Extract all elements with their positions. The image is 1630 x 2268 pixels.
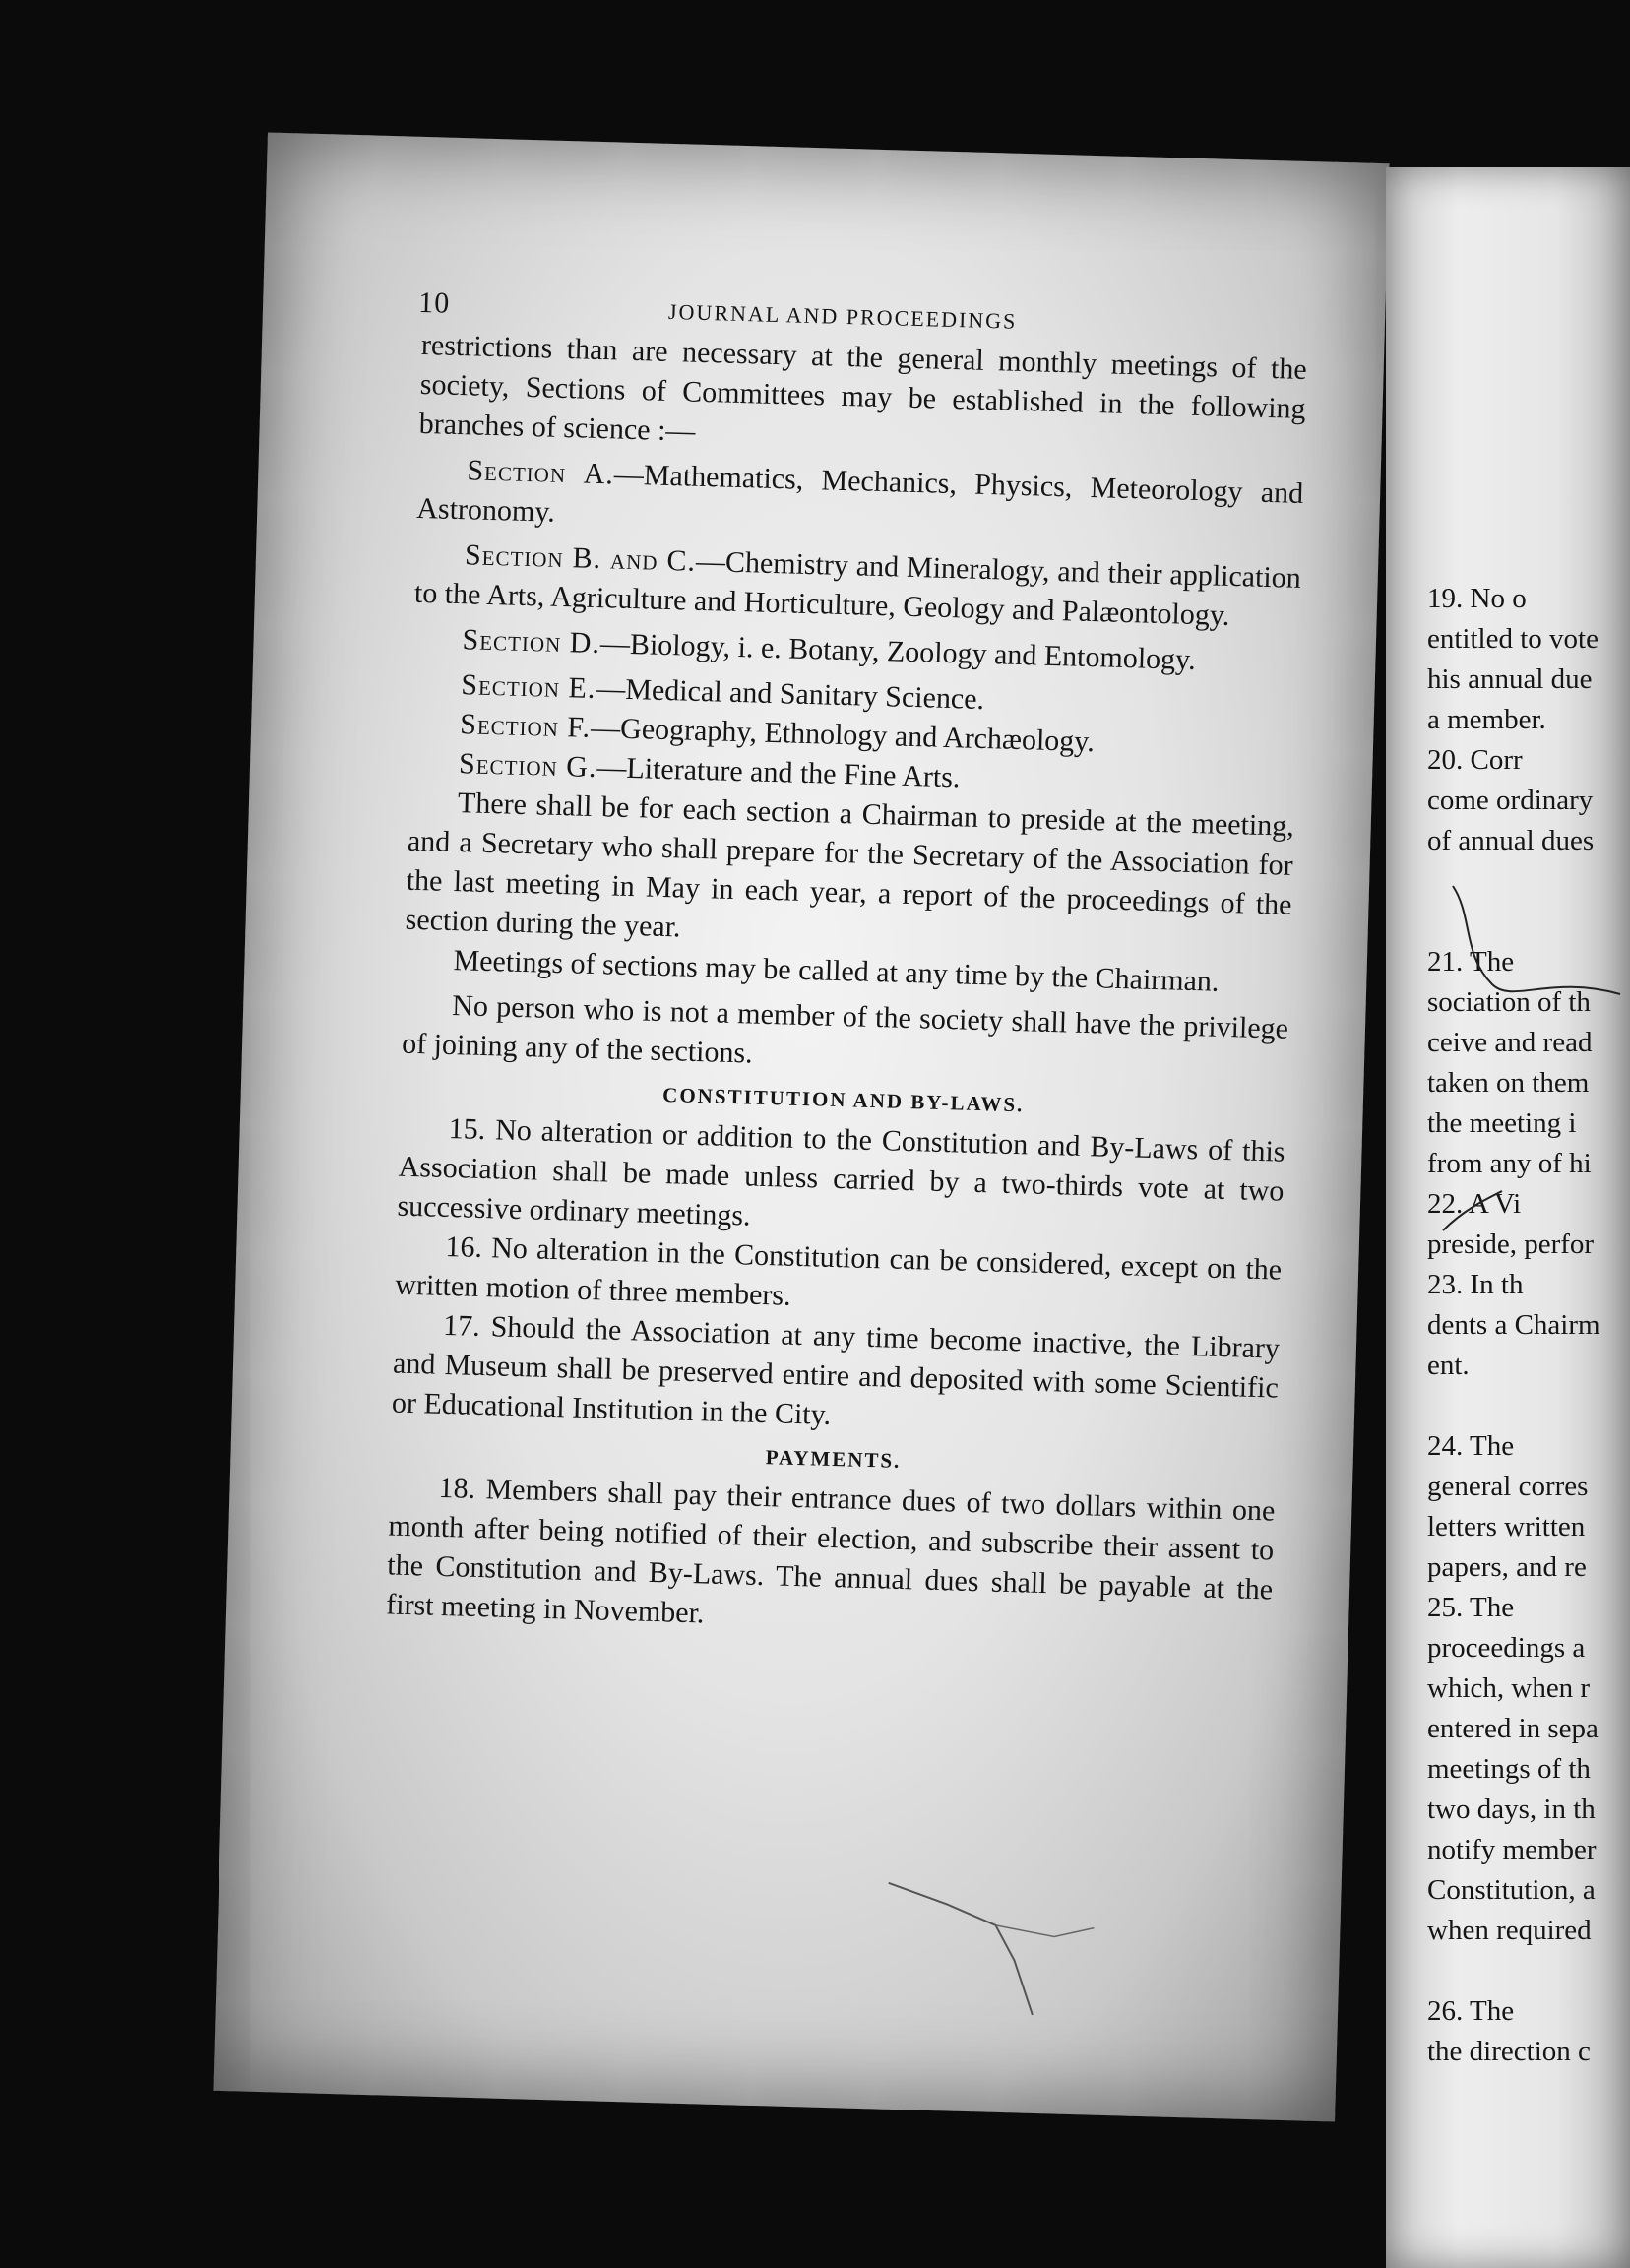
article-18: 18. Members shall pay their entrance dues of two dollars within one month after being notified of their election, and subscribe their assent to the Constitution and By-Laws. The annual dues shall be payable at the first meeting in November. bbox=[385, 1471, 1276, 1630]
payments-heading: PAYMENTS. bbox=[765, 1445, 902, 1473]
right-page-line: the direction c bbox=[1427, 2036, 1591, 2067]
right-line-spacer bbox=[1427, 1951, 1630, 1991]
section-label: Section G. bbox=[458, 747, 597, 785]
page-number: 10 bbox=[417, 285, 451, 320]
right-page-line: letters written bbox=[1427, 1511, 1586, 1543]
section-label: Section B. and C. bbox=[464, 538, 697, 578]
right-page-line: which, when r bbox=[1427, 1672, 1591, 1704]
right-page-line: 22. A Vi bbox=[1427, 1188, 1522, 1220]
right-page-line: his annual due bbox=[1427, 663, 1593, 695]
intro-paragraph: restrictions than are necessary at the general monthly meetings of the society, Sections of Committees may be established in the following branches of science :— bbox=[418, 328, 1308, 448]
right-page-line: a member. bbox=[1427, 704, 1546, 735]
right-page-line: proceedings a bbox=[1427, 1632, 1586, 1664]
right-page-line: notify member bbox=[1427, 1834, 1597, 1865]
right-page-line: 24. The bbox=[1427, 1430, 1515, 1462]
right-page-edge bbox=[1386, 167, 1630, 2268]
right-page-line: 25. The bbox=[1427, 1592, 1515, 1623]
section-text: —Medical and Sanitary Science. bbox=[595, 672, 985, 717]
right-page-line: the meeting i bbox=[1427, 1107, 1577, 1139]
right-page-line: ent. bbox=[1427, 1350, 1470, 1381]
section-text: —Literature and the Fine Arts. bbox=[596, 751, 961, 794]
right-line-spacer bbox=[1427, 1386, 1630, 1426]
right-page-line: papers, and re bbox=[1427, 1551, 1587, 1583]
constitution-heading: CONSTITUTION AND BY-LAWS. bbox=[661, 1083, 1025, 1117]
article-17: 17. Should the Association at any time become inactive, the Library and Museum shall be preserved entire and deposited with some Scientific or Educational Institution in the City. bbox=[391, 1308, 1281, 1431]
section-label: Section F. bbox=[459, 708, 592, 744]
right-page-line: 21. The bbox=[1427, 946, 1515, 977]
right-page-line: dents a Chairm bbox=[1427, 1309, 1600, 1341]
right-page-line: 26. The bbox=[1427, 1995, 1515, 2027]
section-text: —Mathematics, Mechanics, Physics, Meteorology and Astronomy. bbox=[415, 458, 1304, 529]
right-page-text bbox=[1427, 579, 1630, 2072]
section-text: —Geography, Ethnology and Archæology. bbox=[590, 711, 1096, 759]
right-page-line: two days, in th bbox=[1427, 1794, 1596, 1825]
paper-crack-mark bbox=[884, 1863, 1105, 2047]
section-text: —Chemistry and Mineralogy, and their application to the Arts, Agriculture and Horticulture, Geology and Palæontology. bbox=[413, 544, 1302, 632]
article-15: 15. No alteration or addition to the Constitution and By-Laws of this Association shall be made unless carried by a two-thirds vote at two successive ordinary meetings. bbox=[397, 1112, 1285, 1232]
right-page-line: general corres bbox=[1427, 1471, 1589, 1502]
section-label: Section A. bbox=[467, 454, 615, 491]
right-page-line: 20. Corr bbox=[1427, 744, 1523, 776]
meetings-paragraph: Meetings of sections may be called at any time by the Chairman. bbox=[453, 944, 1220, 998]
right-page-line: 23. In th bbox=[1427, 1269, 1524, 1300]
chairman-paragraph: There shall be for each section a Chairman to preside at the meeting, and a Secretary who shall prepare for the Secretary of the Association for the last meeting in May in each year, a report of the proceedings of the section during the year. bbox=[405, 787, 1295, 944]
ink-scribble-mark bbox=[1433, 876, 1630, 1270]
article-16: 16. No alteration in the Constitution can be considered, except on the written motion of three members. bbox=[394, 1229, 1283, 1312]
page-content bbox=[386, 286, 1309, 1650]
membership-paragraph: No person who is not a member of the society shall have the privilege of joining any of the sections. bbox=[401, 989, 1289, 1070]
right-page-line: when required bbox=[1427, 1915, 1592, 1946]
right-page-line: come ordinary bbox=[1427, 785, 1594, 816]
section-label: Section E. bbox=[460, 668, 596, 705]
left-page bbox=[213, 132, 1389, 2121]
section-text: —Biology, i. e. Botany, Zoology and Entomology. bbox=[599, 627, 1197, 676]
right-page-line: preside, perfor bbox=[1427, 1228, 1595, 1260]
right-page-line: sociation of th bbox=[1427, 986, 1591, 1018]
right-page-line: meetings of th bbox=[1427, 1753, 1591, 1785]
right-page-line: of annual dues bbox=[1427, 825, 1595, 856]
right-page-line: entered in sepa bbox=[1427, 1713, 1599, 1744]
running-head: JOURNAL AND PROCEEDINGS bbox=[667, 298, 1018, 334]
section-label: Section D. bbox=[462, 623, 601, 661]
right-page-line: entitled to vote bbox=[1427, 623, 1599, 655]
right-page-line: from any of hi bbox=[1427, 1148, 1592, 1179]
right-page-line: taken on them bbox=[1427, 1067, 1590, 1099]
right-page-line: ceive and read bbox=[1427, 1027, 1593, 1058]
right-page-line: 19. No o bbox=[1427, 583, 1527, 614]
right-page-line: Constitution, a bbox=[1427, 1874, 1596, 1906]
